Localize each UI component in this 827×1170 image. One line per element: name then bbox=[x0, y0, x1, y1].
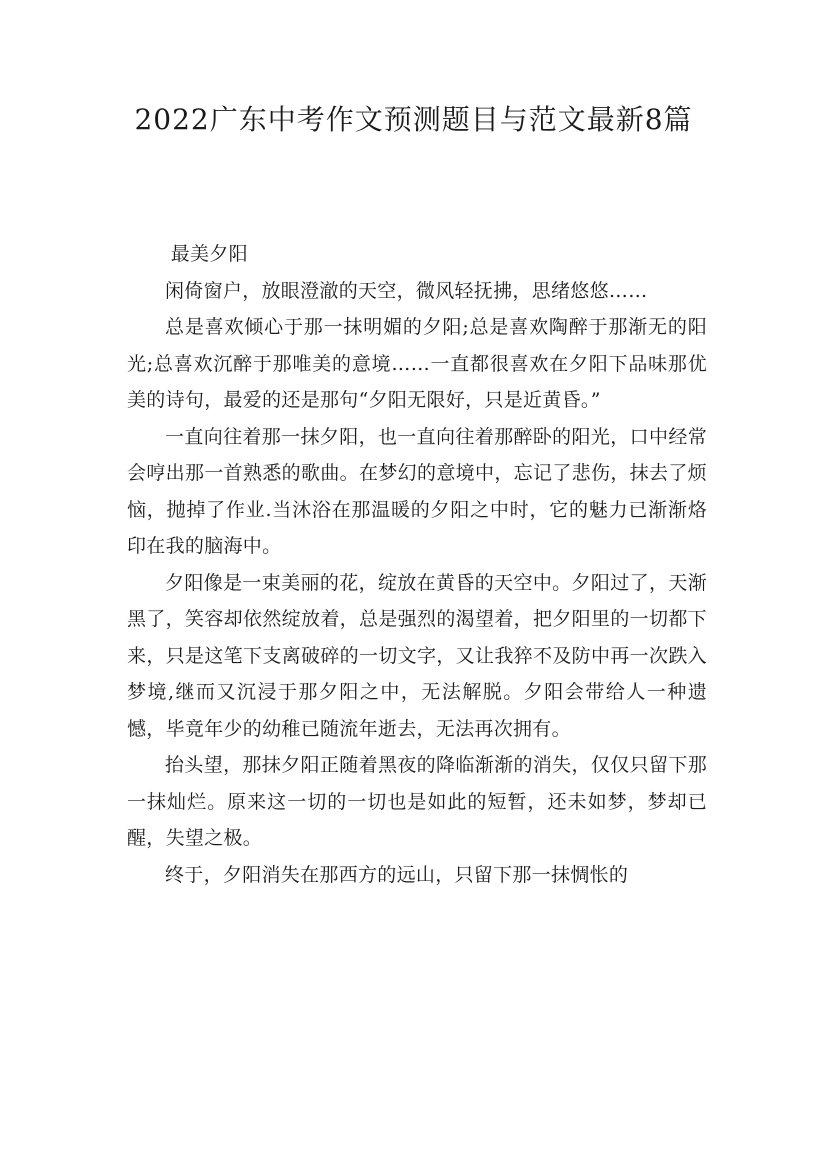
paragraph: 总是喜欢倾心于那一抹明媚的夕阳;总是喜欢陶醉于那渐无的阳光;总喜欢沉醉于那唯美的意境……一直都很喜欢在夕阳下品味那优美的诗句，最爱的还是那句“夕阳无限好，只是近黄昏。” bbox=[127, 316, 707, 411]
document-body bbox=[127, 236, 707, 893]
document-title: 2022广东中考作文预测题目与范文最新8篇 bbox=[134, 103, 693, 136]
paragraph: 夕阳像是一束美丽的花，绽放在黄昏的天空中。夕阳过了，天渐黑了，笑容却依然绽放着，总是强烈的渴望着，把夕阳里的一切都下来，只是这笔下支离破碎的一切文字，又让我猝不及防中再一次跌入梦境,继而又沉浸于那夕阳之中，无法解脱。夕阳会带给人一种遗憾，毕竟年少的幼稚已随流年逝去，无法再次拥有。 bbox=[127, 571, 707, 740]
essay-heading: 最美夕阳 bbox=[170, 243, 248, 265]
paragraph: 闲倚窗户，放眼澄澈的天空，微风轻抚拂，思绪悠悠…… bbox=[165, 279, 648, 302]
paragraph: 抬头望，那抹夕阳正随着黑夜的降临渐渐的消失，仅仅只留下那一抹灿烂。原来这一切的一切也是如此的短暂，还未如梦，梦却已醒，失望之极。 bbox=[127, 754, 707, 849]
paragraph: 终于，夕阳消失在那西方的远山，只留下那一抹惆怅的 bbox=[165, 863, 629, 886]
paragraph: 一直向往着那一抹夕阳，也一直向往着那醉卧的阳光，口中经常会哼出那一首熟悉的歌曲。在梦幻的意境中，忘记了悲伤，抹去了烦恼，抛掉了作业.当沐浴在那温暖的夕阳之中时，它的魅力已渐渐烙印在我的脑海中。 bbox=[127, 425, 707, 557]
